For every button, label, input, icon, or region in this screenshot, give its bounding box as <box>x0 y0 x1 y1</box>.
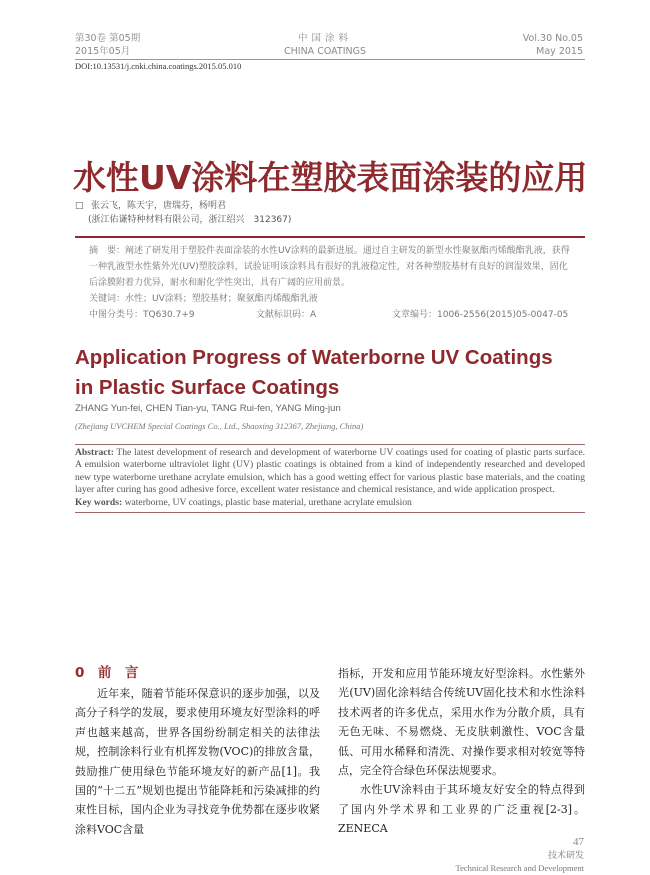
article-number: 文章编号：1006-2556(2015)05-0047-05 <box>392 310 569 320</box>
affiliation-cn: (浙江佑谦特种材料有限公司，浙江绍兴 312367) <box>88 215 292 225</box>
authors-cn: 张云飞，陈天宇，唐瑞芬，杨明君 <box>91 201 227 211</box>
classification: 中图分类号：TQ630.7+9 <box>89 310 195 320</box>
abstract-cn-block <box>89 243 574 323</box>
abstract-en-paragraph <box>75 447 585 497</box>
footer-section-en: Technical Research and Development <box>455 863 584 873</box>
doi[interactable]: DOI:10.13531/j.cnki.china.coatings.2015.05.010 <box>75 61 242 71</box>
volume-cn: 第30卷 第05期 <box>75 33 141 44</box>
page-number: 47 <box>573 836 584 848</box>
affiliation-en: (Zhejiang UVCHEM Special Coatings Co., Ltd., Shaoxing 312367, Zhejiang, China) <box>75 421 364 431</box>
abstract-en <box>75 444 585 513</box>
footer <box>455 836 584 875</box>
body-column-1: 近年来，随着节能环保意识的逐步加强，以及高分子科学的发展，要求使用环境友好型涂料的呼声也越来越高，世界各国纷纷制定相关的法律法规，控制涂料行业有机挥发物(VOC)的排放含量，鼓励推广使用绿色节能环境友好的新产品[1]。我国的“十二五”规划也提出节能降耗和污染减排的约束性目标，国内企业为寻找竞争优势都在逐步收紧涂料VOC含量 <box>75 687 320 836</box>
keywords-en-label: Key words: <box>75 496 123 508</box>
abstract-en-text: The latest development of research and development of waterborne UV coatings used for coating of plastic parts surface. A emulsion waterborne ultraviolet light (UV) plastic coatings is obtained from a kind of independently researched and developed new type waterborne urethane acrylate emulsion, which has a good wetting effect for various plastic base materials, and the coating layer after curing has good adhesive force, excellent water resistance and chemical resistance, and wide application prospect. <box>75 447 585 496</box>
footer-section-cn: 技术研发 <box>547 850 584 860</box>
body-column-2-paragraph-1: 指标，开发和应用节能环境友好型涂料。水性紫外光(UV)固化涂料结合传统UV固化技术和水性涂料技术两者的许多优点，采用水作为分散介质，具有无色无味、不易燃烧、无皮肤刺激性、VOC含量低、可用水稀释和清洗、对操作要求相对较宽等特点，完全符合绿色环保法规要求。 <box>338 667 585 778</box>
classification-row <box>89 307 574 323</box>
title-en: Application Progress of Waterborne UV Coatings in Plastic Surface Coatings <box>75 346 553 399</box>
date-cn: 2015年05月 <box>75 46 131 57</box>
title-cn: 水性UV涂料在塑胶表面涂装的应用 <box>73 158 588 197</box>
header-rule <box>75 59 585 60</box>
keywords-cn: 关键词：水性；UV涂料；塑胶基材；聚氨酯丙烯酸酯乳液 <box>89 294 318 304</box>
keywords-en <box>75 497 585 509</box>
journal-en: CHINA COATINGS <box>283 46 366 57</box>
abstract-cn-text: 阐述了研发用于塑胶件表面涂装的水性UV涂料的最新进展。通过自主研发的新型水性聚氨酯丙烯酸酯乳液，获得一种乳液型水性紫外光(UV)塑胶涂料，试验证明该涂料具有很好的乳液稳定性，对各种塑胶基材有良好的润湿效果，固化后涂膜附着力优异，耐水和耐化学性突出，具有广阔的应用前景。 <box>89 246 570 288</box>
abstract-en-label: Abstract: <box>75 447 114 458</box>
title-rule <box>75 236 585 238</box>
volume-en: Vol.30 No.05 <box>522 33 583 44</box>
date-en: May 2015 <box>536 46 583 57</box>
bullet-box-icon: □ <box>75 201 84 211</box>
keywords-en-text: waterborne, UV coatings, plastic base material, urethane acrylate emulsion <box>124 496 412 508</box>
authors-en: ZHANG Yun-fei, CHEN Tian-yu, TANG Rui-fen, YANG Ming-jun <box>75 403 341 414</box>
document-code: 文献标识码：A <box>256 310 317 320</box>
journal-cn: 中国涂料 <box>297 33 352 44</box>
abstract-cn <box>89 243 574 291</box>
section-heading: 0 前 言 <box>75 665 139 681</box>
body-column-2 <box>338 664 585 839</box>
abstract-cn-label: 摘 要： <box>89 246 126 256</box>
body-column-2-paragraph-2: 水性UV涂料由于其环境友好安全的特点得到了国内外学术界和工业界的广泛重视[2-3]。ZENECA <box>338 783 585 836</box>
